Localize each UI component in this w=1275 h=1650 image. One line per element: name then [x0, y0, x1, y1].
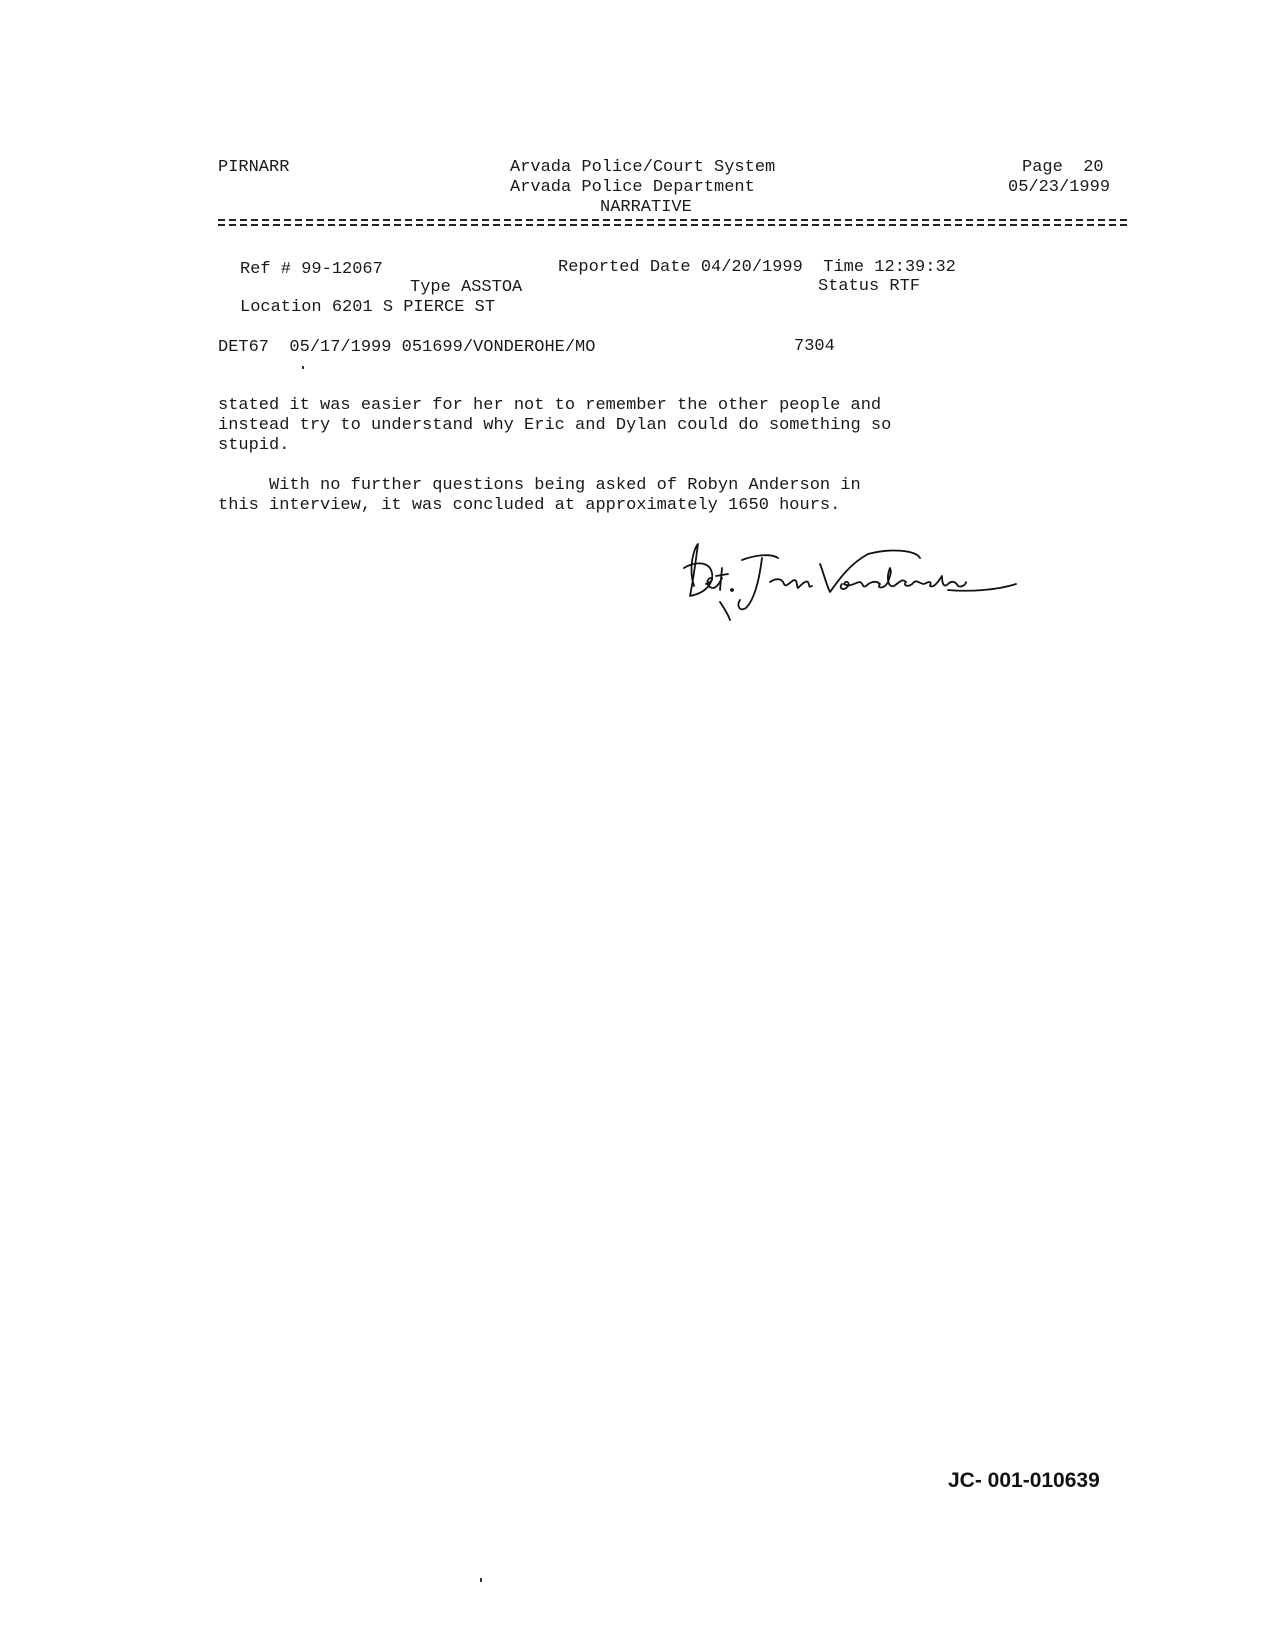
department-name: Arvada Police Department [510, 178, 755, 197]
officer-entry: DET67 05/17/1999 051699/VONDEROHE/MO [218, 338, 596, 357]
case-location: Location 6201 S PIERCE ST [240, 298, 496, 317]
program-id: PIRNARR [218, 158, 290, 177]
narrative-paragraph: With no further questions being asked of Robyn Anderson in this interview, it was concluded at approximately 1650 hours. [218, 476, 861, 515]
narrative-paragraph: stated it was easier for her not to remember the other people and instead try to understand why Eric and Dylan could do something so stupid. [218, 396, 892, 455]
case-status: Status RTF [818, 277, 921, 296]
section-title: NARRATIVE [600, 198, 692, 217]
case-type: Type ASSTOA [410, 278, 523, 297]
scan-speck [302, 366, 304, 369]
ref-number: Ref # 99-12067 [240, 260, 383, 279]
print-date: 05/23/1999 [1008, 178, 1111, 197]
scan-speck [480, 1578, 482, 1582]
handwritten-signature [680, 538, 1020, 628]
bates-number: JC- 001-010639 [948, 1469, 1100, 1492]
system-title: Arvada Police/Court System [510, 158, 776, 177]
reported-date-time: Reported Date 04/20/1999 Time 12:39:32 [558, 258, 956, 277]
entry-code: 7304 [794, 337, 835, 356]
page-number: Page 20 [1022, 158, 1104, 177]
header-separator [218, 218, 1130, 228]
